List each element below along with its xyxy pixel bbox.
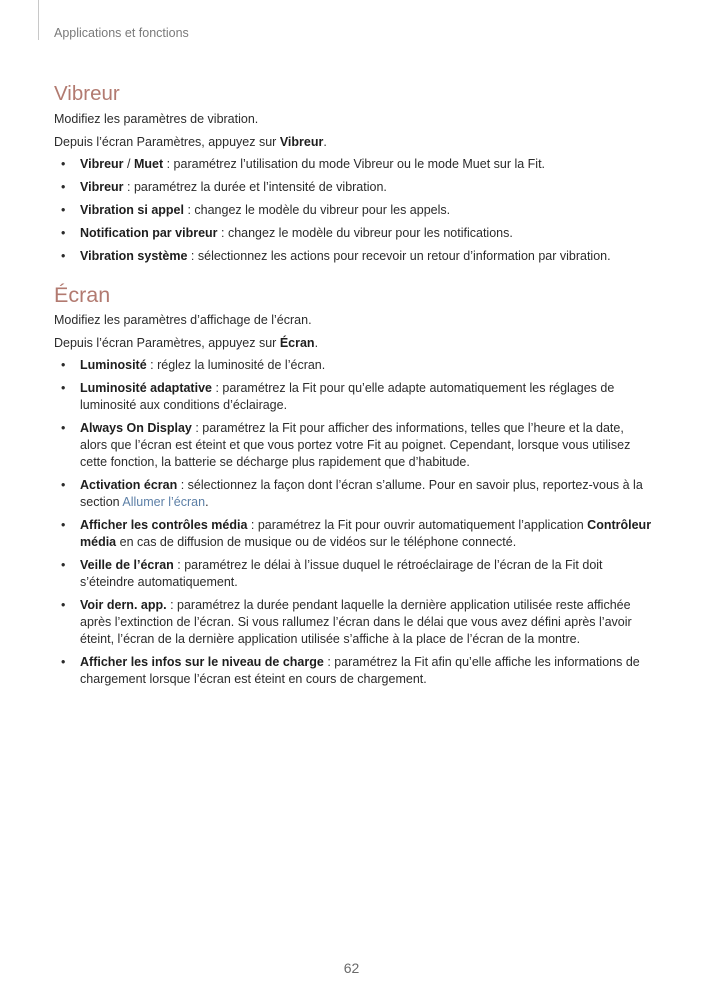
list-item: • Afficher les contrôles média : paramétrez la Fit pour ouvrir automatiquement l’application Contrôleur média en cas de diffusion de musique ou de vidéos sur le téléphone connecté. bbox=[54, 517, 654, 551]
ecran-instruction: Depuis l’écran Paramètres, appuyez sur Écran. bbox=[54, 336, 319, 350]
list-item: • Luminosité : réglez la luminosité de l’écran. bbox=[54, 357, 654, 374]
page-number: 62 bbox=[343, 960, 360, 976]
list-item: • Vibration si appel : changez le modèle du vibreur pour les appels. bbox=[54, 202, 654, 219]
section-title-ecran: Écran bbox=[54, 283, 111, 307]
list-item: • Voir dern. app. : paramétrez la durée pendant laquelle la dernière application utilisée reste affichée après l’extinction de l’écran. Si vous rallumez l’écran dans le délai que vous avez défini après l’avoir éteint, l’écran de la dernière application utilisée s’affiche à la place de l’écran de la montre. bbox=[54, 597, 654, 648]
list-item: • Veille de l’écran : paramétrez le délai à l’issue duquel le rétroéclairage de l’écran de la Fit doit s’éteindre automatiquement. bbox=[54, 557, 654, 591]
list-item: • Activation écran : sélectionnez la façon dont l’écran s’allume. Pour en savoir plus, reportez-vous à la section Allumer l’écran. bbox=[54, 477, 654, 511]
list-item: • Always On Display : paramétrez la Fit pour afficher des informations, telles que l’heure et la date, alors que l’écran est éteint et que vous portez votre Fit au poignet. Cependant, lorsque vous utilisez cette fonction, la batterie se décharge plus rapidement que d’habitude. bbox=[54, 420, 654, 471]
vibreur-options-list bbox=[54, 156, 654, 265]
link-allumer-ecran[interactable]: Allumer l’écran bbox=[122, 495, 206, 509]
list-item: • Vibreur / Muet : paramétrez l’utilisation du mode Vibreur ou le mode Muet sur la Fit. bbox=[54, 156, 654, 173]
vibreur-intro: Modifiez les paramètres de vibration. bbox=[54, 112, 259, 126]
list-item: • Afficher les infos sur le niveau de charge : paramétrez la Fit afin qu’elle affiche les informations de chargement lorsque l’écran est éteint en cours de chargement. bbox=[54, 654, 654, 688]
list-item: • Notification par vibreur : changez le modèle du vibreur pour les notifications. bbox=[54, 225, 654, 242]
header-divider bbox=[38, 0, 39, 40]
page-content bbox=[54, 80, 654, 688]
ecran-options-list bbox=[54, 357, 654, 688]
vibreur-instruction: Depuis l’écran Paramètres, appuyez sur Vibreur. bbox=[54, 135, 327, 149]
section-title-vibreur: Vibreur bbox=[54, 82, 120, 105]
breadcrumb: Applications et fonctions bbox=[54, 26, 189, 40]
list-item: • Vibration système : sélectionnez les actions pour recevoir un retour d’information par vibration. bbox=[54, 248, 654, 265]
ecran-intro: Modifiez les paramètres d’affichage de l’écran. bbox=[54, 313, 312, 327]
list-item: • Luminosité adaptative : paramétrez la Fit pour qu’elle adapte automatiquement les réglages de luminosité aux conditions d’éclairage. bbox=[54, 380, 654, 414]
list-item: • Vibreur : paramétrez la durée et l’intensité de vibration. bbox=[54, 179, 654, 196]
